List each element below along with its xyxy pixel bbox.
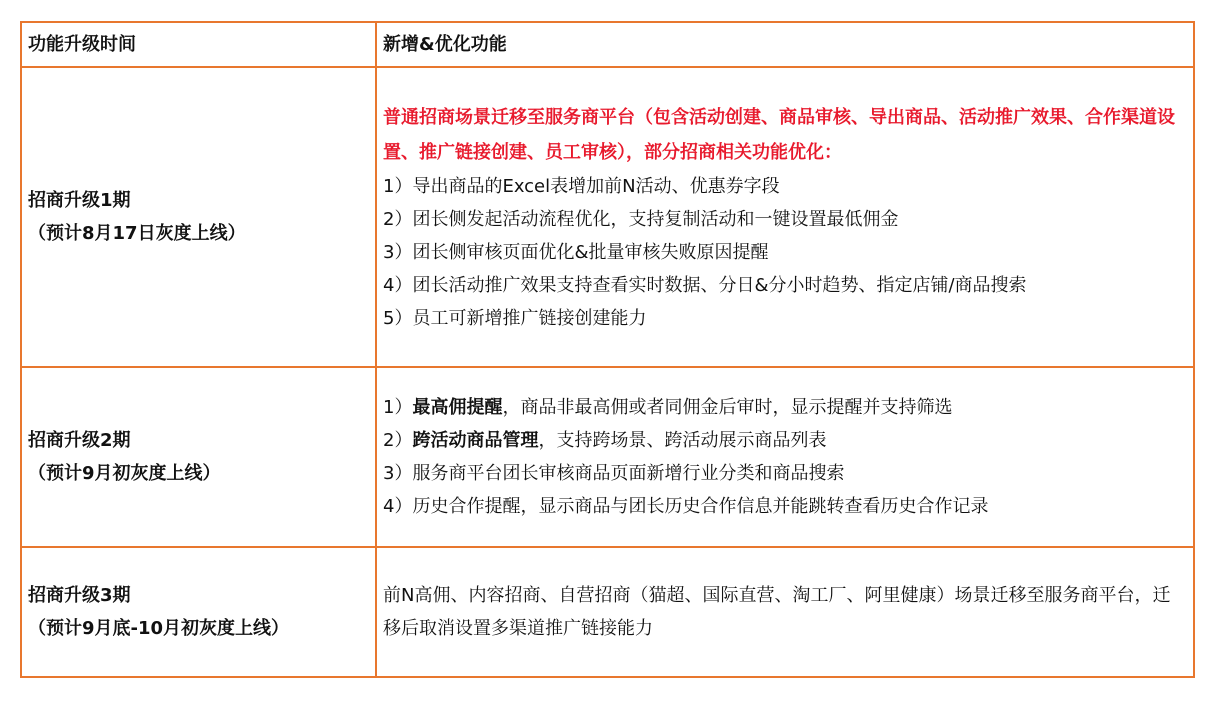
phase-2-item xyxy=(383,457,1187,490)
phase-2-item xyxy=(383,424,1187,457)
header-upgrade-time: 功能升级时间 xyxy=(21,22,376,67)
phase-1-schedule: （预计8月17日灰度上线） xyxy=(28,223,246,244)
phase-1-features xyxy=(376,67,1194,367)
phase-2-item xyxy=(383,490,1187,523)
item-text: 历史合作提醒，显示商品与团长历史合作信息并能跳转查看历史合作记录 xyxy=(412,496,989,517)
item-prefix: 2） xyxy=(383,430,413,451)
item-prefix: 4） xyxy=(383,496,413,517)
phase-3-text: 前N高佣、内容招商、自营招商（猫超、国际直营、淘工厂、阿里健康）场景迁移至服务商平台，迁移后取消设置多渠道推广链接能力 xyxy=(383,585,1171,639)
phase-1-cell xyxy=(21,67,376,367)
phase-3-title: 招商升级3期 xyxy=(28,585,131,606)
phase-3-features xyxy=(376,547,1194,677)
phase-2-title: 招商升级2期 xyxy=(28,430,131,451)
table-row-phase-1 xyxy=(21,67,1194,367)
item-text: 服务商平台团长审核商品页面新增行业分类和商品搜索 xyxy=(412,463,845,484)
phase-1-title: 招商升级1期 xyxy=(28,190,131,211)
item-bold-title: 最高佣提醒 xyxy=(412,397,503,418)
phase-2-cell xyxy=(21,367,376,547)
phase-2-item xyxy=(383,391,1187,424)
phase-2-schedule: （预计9月初灰度上线） xyxy=(28,463,221,484)
item-prefix: 1） xyxy=(383,397,413,418)
phase-3-cell xyxy=(21,547,376,677)
item-text: ，商品非最高佣或者同佣金后审时，显示提醒并支持筛选 xyxy=(502,397,953,418)
header-new-features: 新增&优化功能 xyxy=(376,22,1194,67)
item-prefix: 3） xyxy=(383,463,413,484)
phase-2-features xyxy=(376,367,1194,547)
phase-1-highlight: 普通招商场景迁移至服务商平台（包含活动创建、商品审核、导出商品、活动推广效果、合作渠道设置、推广链接创建、员工审核），部分招商相关功能优化： xyxy=(383,106,1175,163)
phase-3-schedule: （预计9月底-10月初灰度上线） xyxy=(28,618,290,639)
table-row-phase-2 xyxy=(21,367,1194,547)
table-header-row xyxy=(21,22,1194,67)
phase-1-item: 3）团长侧审核页面优化&批量审核失败原因提醒 xyxy=(383,241,769,263)
item-text: ，支持跨场景、跨活动展示商品列表 xyxy=(538,430,827,451)
phase-1-item: 1）导出商品的Excel表增加前N活动、优惠券字段 xyxy=(383,175,780,197)
phase-1-item: 5）员工可新增推广链接创建能力 xyxy=(383,307,647,329)
feature-upgrade-table xyxy=(20,21,1195,678)
phase-1-item: 4）团长活动推广效果支持查看实时数据、分日&分小时趋势、指定店铺/商品搜索 xyxy=(383,274,1027,296)
item-bold-title: 跨活动商品管理 xyxy=(412,430,539,451)
phase-1-item: 2）团长侧发起活动流程优化，支持复制活动和一键设置最低佣金 xyxy=(383,208,899,230)
table-row-phase-3 xyxy=(21,547,1194,677)
